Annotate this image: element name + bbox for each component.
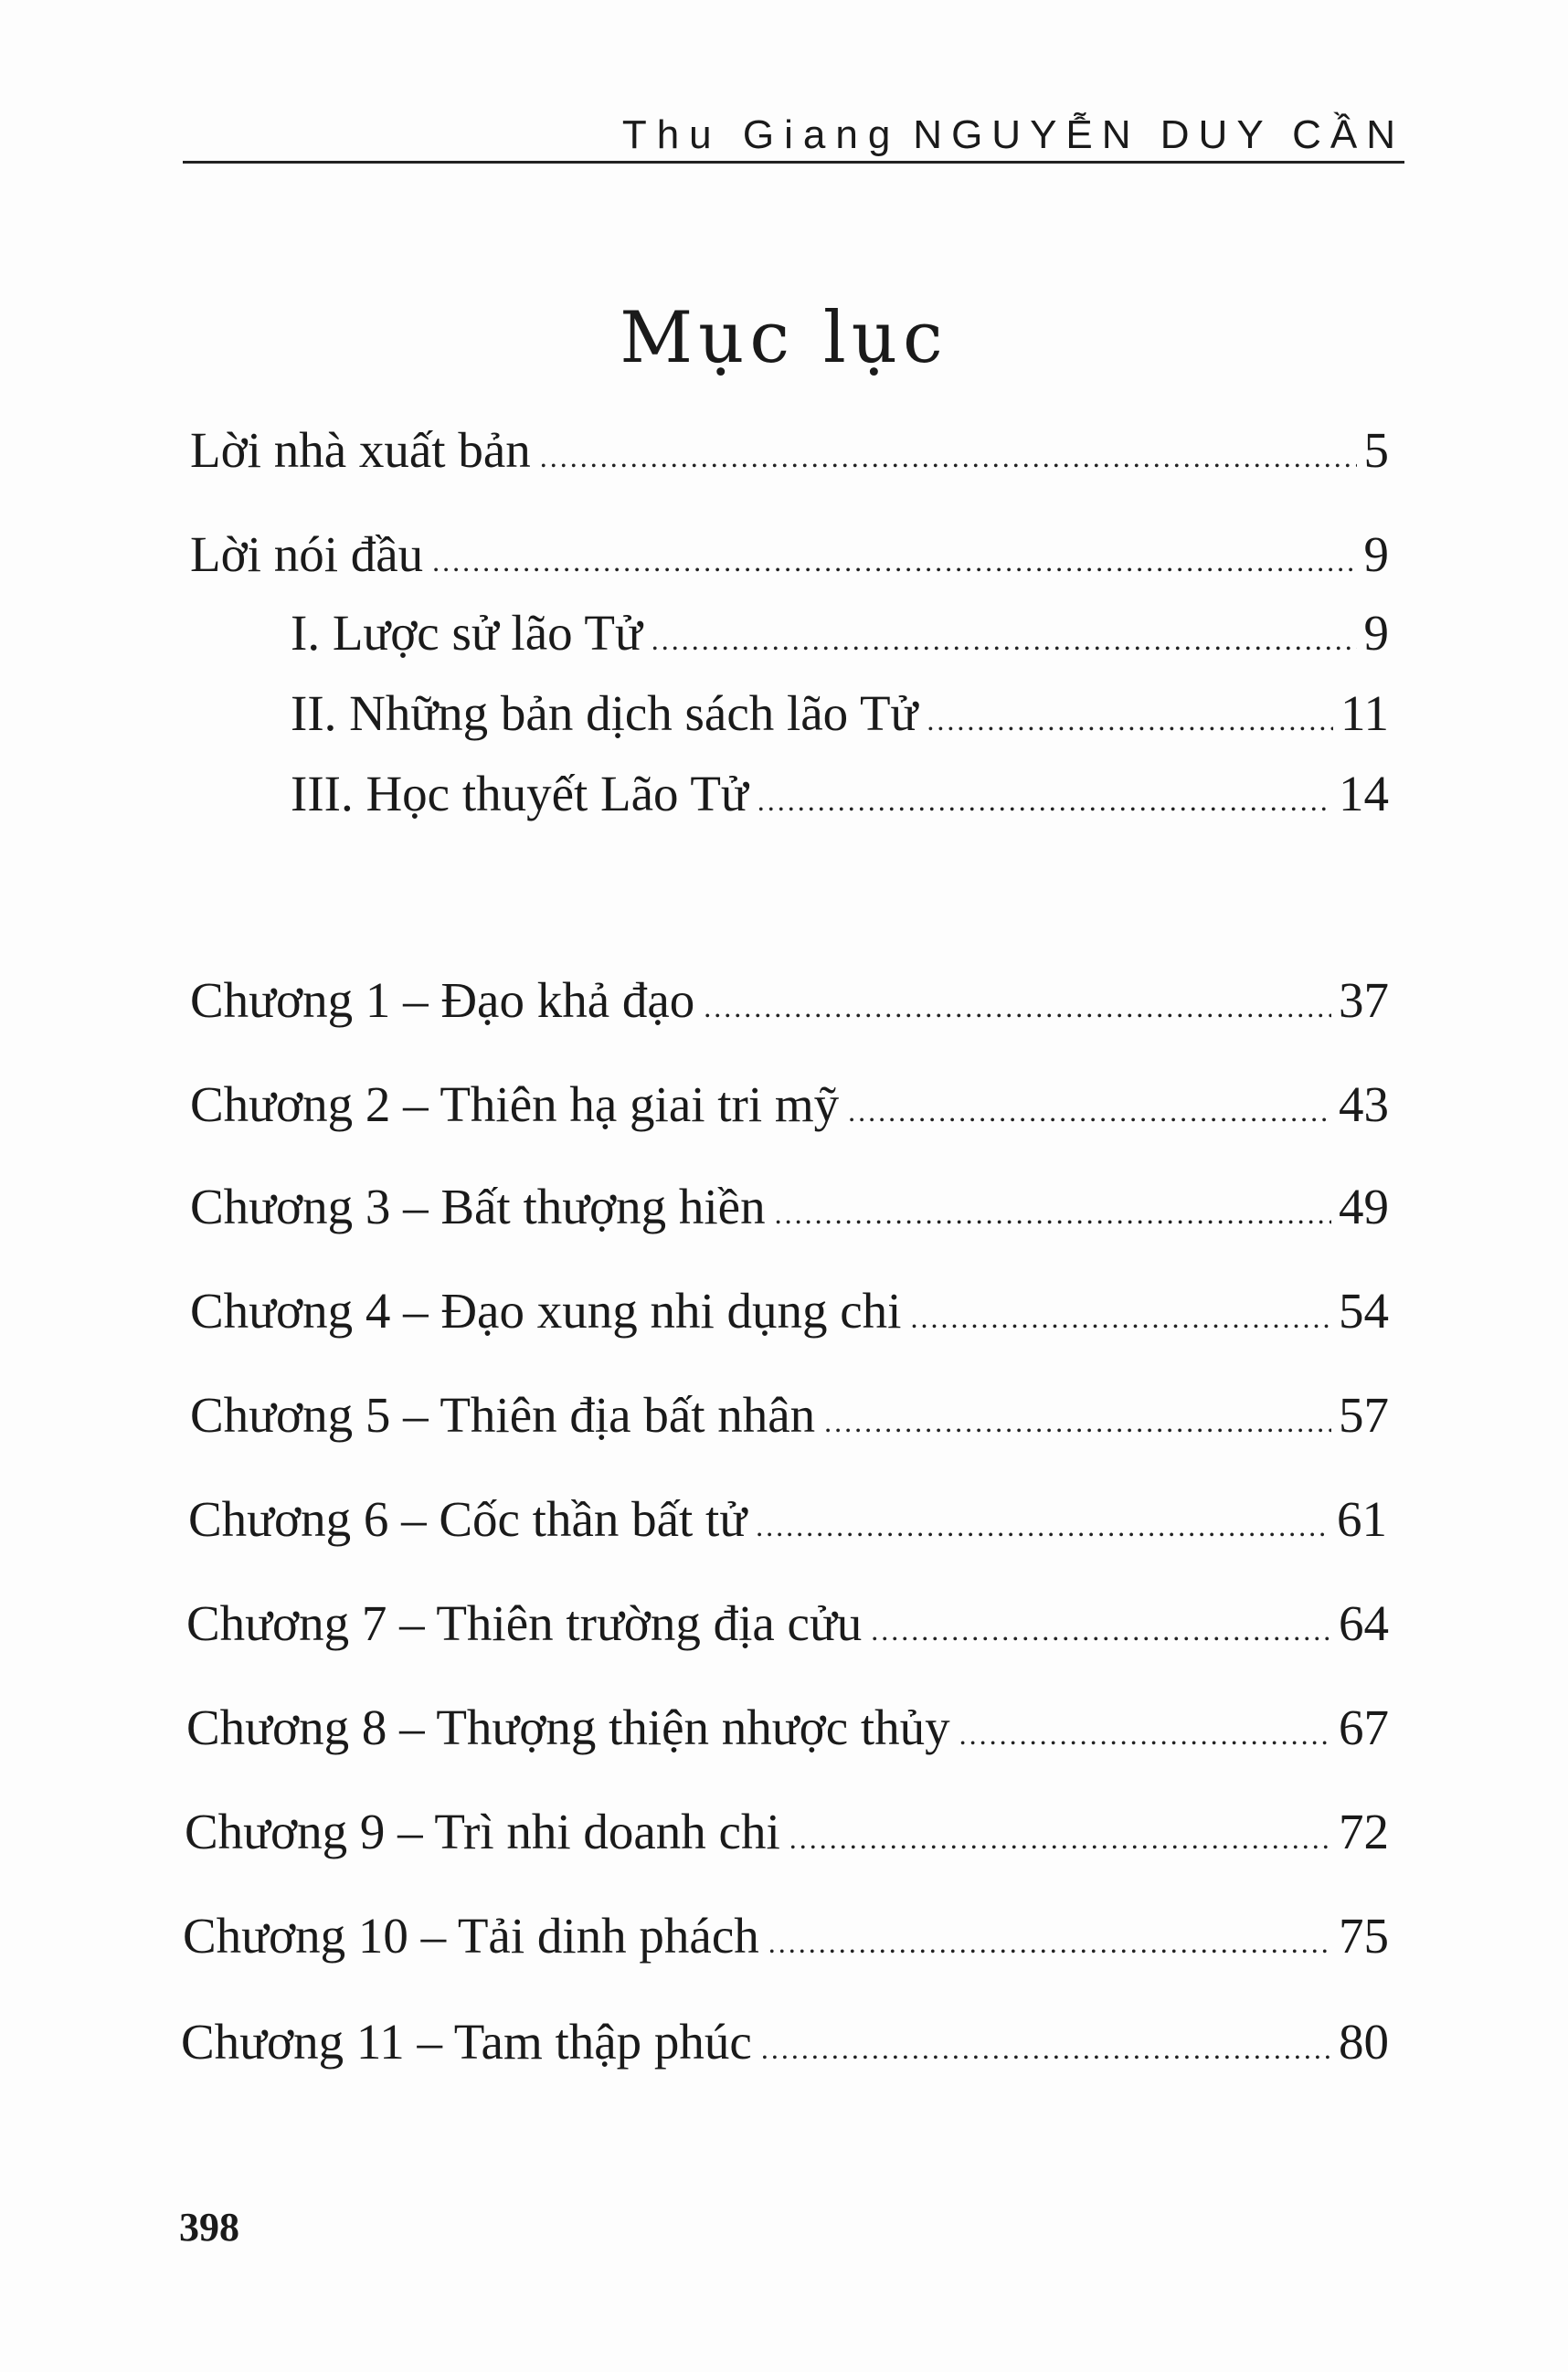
toc-entry-title: Chương 5 – Thiên địa bất nhân	[190, 1387, 816, 1443]
dot-leader	[910, 1286, 1331, 1350]
toc-chapter-entry[interactable]	[188, 1488, 1387, 1551]
toc-entry-page: 37	[1339, 972, 1389, 1028]
toc-entry-title: Chương 9 – Trì nhi doanh chi	[185, 1804, 780, 1859]
author-given-name: Thu Giang	[621, 112, 901, 157]
toc-chapter-entry[interactable]	[190, 1383, 1389, 1447]
dot-leader	[540, 425, 1357, 489]
toc-entry-title: Chương 7 – Thiên trường địa cửu	[186, 1595, 863, 1651]
dot-leader	[848, 1079, 1331, 1143]
toc-entry-page: 14	[1339, 766, 1389, 821]
toc-entry-page: 54	[1339, 1283, 1389, 1339]
toc-entry-page: 9	[1363, 605, 1389, 661]
toc-entry-title: Chương 8 – Thượng thiện nhược thủy	[186, 1700, 950, 1755]
toc-entry-page: 43	[1339, 1076, 1389, 1132]
dot-leader	[768, 1911, 1331, 1975]
toc-entry-page: 61	[1337, 1491, 1387, 1547]
toc-entry-page: 49	[1339, 1179, 1389, 1234]
toc-entry-title: Chương 1 – Đạo khả đạo	[190, 972, 695, 1028]
page-title: Mục lục	[620, 297, 948, 379]
toc-entry-page: 80	[1339, 2014, 1389, 2070]
dot-leader	[758, 768, 1331, 832]
toc-entry-title: Chương 10 – Tải dinh phách	[183, 1908, 759, 1964]
toc-entry-front-matter[interactable]	[190, 523, 1389, 587]
dot-leader	[704, 975, 1331, 1039]
toc-entry-page: 75	[1339, 1908, 1389, 1964]
dot-leader	[789, 1806, 1331, 1870]
toc-sub-entry[interactable]	[291, 682, 1389, 746]
toc-entry-page: 72	[1339, 1804, 1389, 1859]
toc-entry-page: 64	[1339, 1595, 1389, 1651]
toc-entry-page: 5	[1363, 422, 1389, 478]
toc-entry-title: Chương 4 – Đạo xung nhi dụng chi	[190, 1283, 902, 1339]
toc-sub-entry[interactable]	[291, 762, 1389, 826]
toc-entry-title: Chương 3 – Bất thượng hiền	[190, 1179, 766, 1234]
toc-entry-page: 9	[1363, 526, 1389, 582]
toc-entry-title: Lời nói đầu	[190, 526, 424, 582]
toc-chapter-entry[interactable]	[190, 1073, 1389, 1137]
toc-entry-title: Chương 6 – Cốc thần bất tử	[188, 1491, 747, 1547]
dot-leader	[775, 1181, 1331, 1245]
toc-entry-title: Chương 11 – Tam thập phúc	[181, 2014, 752, 2070]
toc-entry-page: 67	[1339, 1700, 1389, 1755]
toc-chapter-entry[interactable]	[185, 1800, 1389, 1864]
toc-chapter-entry[interactable]	[190, 969, 1389, 1032]
toc-entry-title: III. Học thuyết Lão Tử	[291, 766, 748, 821]
page-number: 398	[179, 2205, 239, 2250]
toc-entry-front-matter[interactable]	[190, 418, 1389, 482]
dot-leader	[824, 1390, 1331, 1454]
dot-leader	[871, 1598, 1331, 1662]
toc-chapter-entry[interactable]	[186, 1696, 1389, 1760]
toc-chapter-entry[interactable]	[181, 2010, 1389, 2074]
dot-leader	[927, 688, 1333, 752]
dot-leader	[652, 608, 1357, 672]
toc-entry-title: II. Những bản dịch sách lão Tử	[291, 685, 918, 741]
dot-leader	[959, 1702, 1331, 1766]
author-family-name: NGUYỄN DUY CẦN	[913, 112, 1404, 157]
toc-entry-page: 11	[1340, 685, 1389, 741]
toc-entry-title: Lời nhà xuất bản	[190, 422, 531, 478]
toc-chapter-entry[interactable]	[186, 1592, 1389, 1656]
toc-sub-entry[interactable]	[291, 601, 1389, 665]
toc-entry-title: I. Lược sử lão Tử	[291, 605, 642, 661]
dot-leader	[761, 2017, 1331, 2081]
toc-entry-page: 57	[1339, 1387, 1389, 1443]
dot-leader	[432, 529, 1356, 593]
dot-leader	[756, 1494, 1330, 1558]
toc-chapter-entry[interactable]	[190, 1175, 1389, 1239]
toc-chapter-entry[interactable]	[183, 1904, 1389, 1968]
toc-entry-title: Chương 2 – Thiên hạ giai tri mỹ	[190, 1076, 840, 1132]
toc-chapter-entry[interactable]	[190, 1279, 1389, 1343]
